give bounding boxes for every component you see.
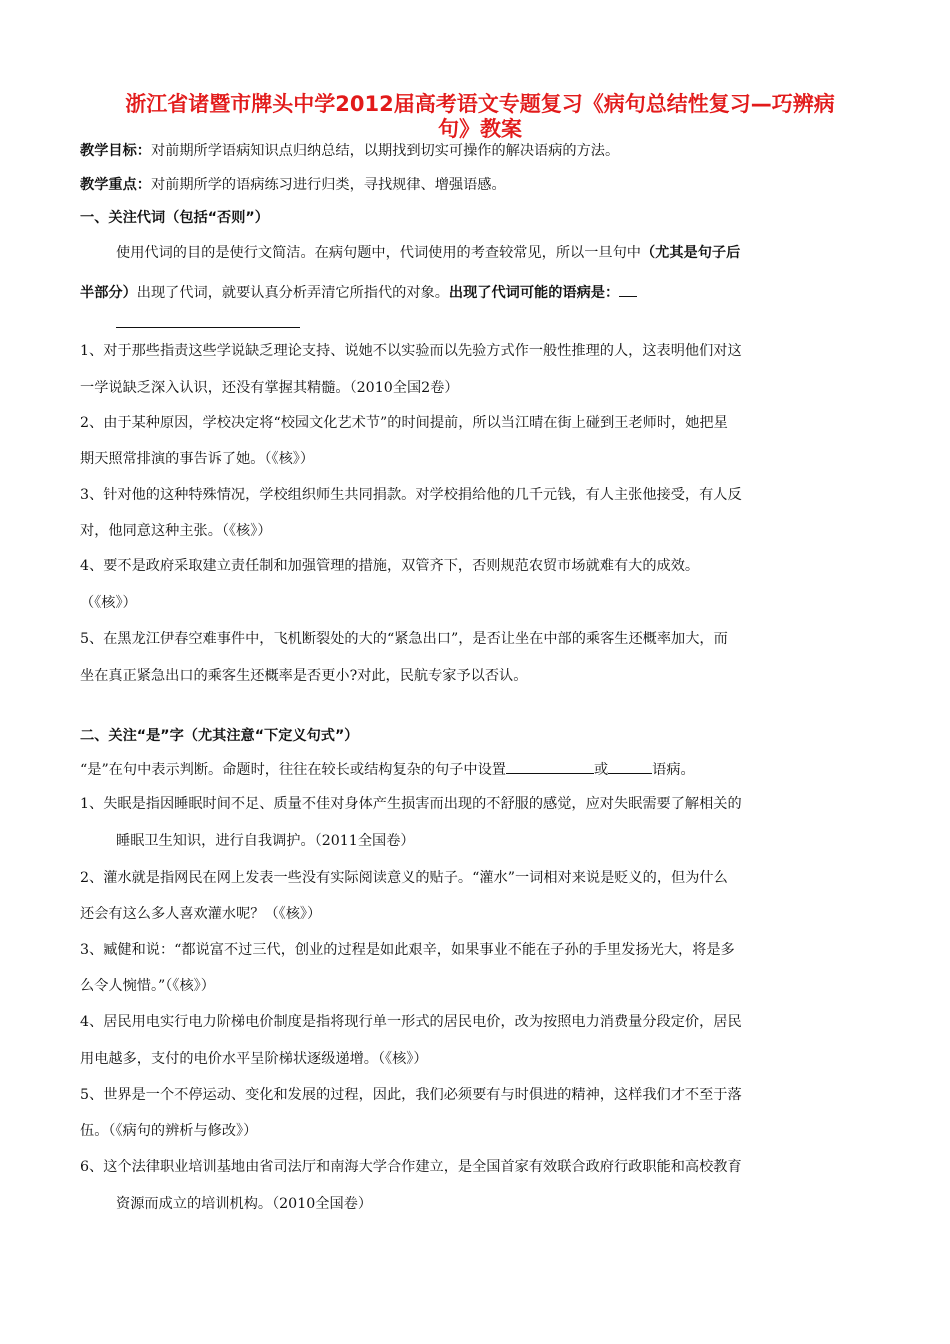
answer-blank — [619, 282, 637, 297]
blank-1 — [506, 759, 594, 774]
s2-item-3-line2: 么令人惋惜。”（《核》） — [80, 978, 215, 994]
s1-item-4-line2: （《核》） — [80, 595, 137, 611]
objective-label: 教学目标： — [80, 143, 151, 159]
section1-intro-line1: 使用代词的目的是使行文简洁。在病句题中，代词使用的考查较常见，所以一旦句中（尤其是句子后 — [116, 245, 741, 261]
section1-heading: 一、关注代词（包括“否则”） — [80, 210, 269, 226]
s2-item-2-line2: 还会有这么多人喜欢灌水呢？（《核》） — [80, 906, 322, 922]
s1-item-5-line1: 5、在黑龙江伊春空难事件中，飞机断裂处的大的“紧急出口”，是否让坐在中部的乘客生还概率加大，而 — [80, 631, 728, 647]
section2-intro: “是”在句中表示判断。命题时，往往在较长或结构复杂的句子中设置 或 语病。 — [80, 759, 695, 780]
document-title — [80, 92, 880, 142]
s2-item-6-line1: 6、这个法律职业培训基地由省司法厅和南海大学合作建立，是全国首家有效联合政府行政职能和高校教育 — [80, 1159, 742, 1175]
teaching-focus — [80, 175, 506, 195]
focus-text: 对前期所学的语病练习进行归类，寻找规律、增强语感。 — [150, 177, 506, 193]
s1-item-3-line1: 3、针对他的这种特殊情况，学校组织师生共同捐款。对学校捐给他的几千元钱，有人主张他接受，有人反 — [80, 487, 742, 503]
blank-2 — [608, 759, 652, 774]
s1-item-3-line2: 对，他同意这种主张。（《核》） — [80, 523, 272, 539]
focus-label: 教学重点： — [80, 177, 151, 193]
s2-item-4-line1: 4、居民用电实行电力阶梯电价制度是指将现行单一形式的居民电价，改为按照电力消费量分段定价，居民 — [80, 1014, 742, 1030]
s2-item-5-line1: 5、世界是一个不停运动、变化和发展的过程，因此，我们必须要有与时俱进的精神，这样我们才不至于落 — [80, 1087, 742, 1103]
s2-item-1-line1: 1、失眠是指因睡眠时间不足、质量不佳对身体产生损害而出现的不舒服的感觉，应对失眠需要了解相关的 — [80, 796, 742, 812]
s2-item-1-line2: 睡眠卫生知识，进行自我调护。（2011全国卷） — [116, 833, 415, 849]
s1-item-2-line1: 2、由于某种原因，学校决定将“校园文化艺术节”的时间提前，所以当江晴在街上碰到王老师时，她把星 — [80, 415, 728, 431]
answer-blank-line — [116, 327, 300, 328]
objective-text: 对前期所学语病知识点归纳总结，以期找到切实可操作的解决语病的方法。 — [150, 143, 620, 159]
section1-intro-line2: 半部分）出现了代词，就要认真分析弄清它所指代的对象。出现了代词可能的语病是： — [80, 282, 637, 303]
title-line-1: 浙江省诸暨市牌头中学2012届高考语文专题复习《病句总结性复习—巧辨病 — [125, 92, 835, 116]
s2-item-4-line2: 用电越多，支付的电价水平呈阶梯状逐级递增。（《核》） — [80, 1051, 428, 1067]
title-line-2: 句》教案 — [438, 117, 522, 141]
s2-item-6-line2: 资源而成立的培训机构。（2010全国卷） — [116, 1196, 373, 1212]
s1-item-4-line1: 4、要不是政府采取建立责任制和加强管理的措施，双管齐下，否则规范农贸市场就难有大的成效。 — [80, 558, 700, 574]
s2-item-5-line2: 伍。（《病句的辨析与修改》） — [80, 1123, 258, 1139]
s2-item-3-line1: 3、臧健和说：“都说富不过三代，创业的过程是如此艰辛，如果事业不能在子孙的手里发扬光大，将是多 — [80, 942, 735, 958]
section2-heading: 二、关注“是”字（尤其注意“下定义句式”） — [80, 728, 359, 744]
s1-item-1-line1: 1、对于那些指责这些学说缺乏理论支持、说她不以实验而以先验方式作一般性推理的人，这表明他们对这 — [80, 343, 742, 359]
s1-item-1-line2: 一学说缺乏深入认识，还没有掌握其精髓。（2010全国2卷） — [80, 380, 459, 396]
teaching-objective — [80, 141, 619, 161]
s1-item-5-line2: 坐在真正紧急出口的乘客生还概率是否更小?对此，民航专家予以否认。 — [80, 668, 528, 684]
s2-item-2-line1: 2、灌水就是指网民在网上发表一些没有实际阅读意义的贴子。“灌水”一词相对来说是贬义的，但为什么 — [80, 870, 728, 886]
s1-item-2-line2: 期天照常排演的事告诉了她。（《核》） — [80, 451, 315, 467]
